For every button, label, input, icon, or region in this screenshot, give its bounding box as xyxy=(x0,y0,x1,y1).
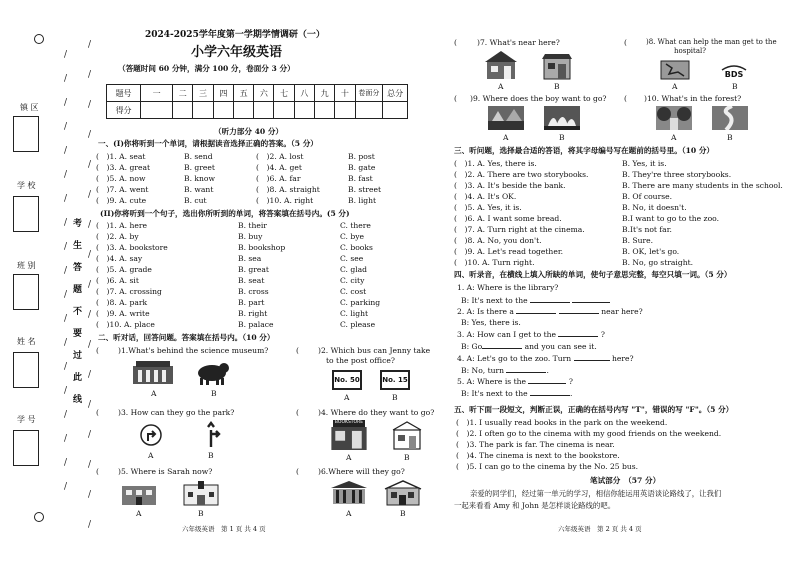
s4-text: B: No, turn xyxy=(461,366,505,375)
q7-option-a-restaurant-picture xyxy=(484,50,518,80)
s3-item-b: B. OK, let's go. xyxy=(622,247,680,256)
s1-item[interactable]: ( )9. A. cute xyxy=(96,196,147,205)
s4-text: . xyxy=(570,389,573,398)
s4-text: ? xyxy=(600,330,605,339)
score-table-score-row xyxy=(107,102,408,119)
warning-char: 生 xyxy=(73,241,83,251)
s1-item[interactable]: ( )7. A. went xyxy=(96,185,149,194)
q2-label-b: B xyxy=(392,393,398,402)
q4-bookstore-sign: BOOKSTORE xyxy=(334,420,364,425)
s3-item-b: B. Yes, it is. xyxy=(622,159,667,168)
binding-box-class[interactable] xyxy=(13,274,39,310)
s2-q10-text: )10. What's in the forest? xyxy=(644,94,742,103)
s3-item-a[interactable]: ( )10. A. Turn right. xyxy=(454,258,535,267)
s5-item[interactable]: ( )2. I often go to the cinema with my good friends on the weekend. xyxy=(456,429,722,438)
s1b-item[interactable]: ( )10. A. place xyxy=(96,320,155,329)
score-header-cell: 一 xyxy=(141,85,173,102)
s4-blank[interactable] xyxy=(558,330,598,337)
s1b-item[interactable]: ( )7. A. crossing xyxy=(96,287,162,296)
score-input-cell[interactable] xyxy=(193,102,213,119)
s1b-item[interactable]: ( )4. A. say xyxy=(96,254,143,263)
score-header-cell: 四 xyxy=(213,85,233,102)
warning-char: 答 xyxy=(73,263,83,273)
s4-blank[interactable] xyxy=(559,307,599,314)
binding-label-town: 镇 区 xyxy=(20,103,39,112)
q2-option-a-sign xyxy=(332,370,362,390)
q3-option-b-fork-arrow-icon xyxy=(198,420,224,448)
s4-text: B: Go xyxy=(461,342,483,351)
s1-item: B. know xyxy=(184,174,215,183)
s4-line xyxy=(457,307,643,316)
s4-line xyxy=(457,354,634,363)
s4-line xyxy=(457,330,605,339)
s1b-item: C. books xyxy=(340,243,373,252)
s2-q8-text: )8. What can help the man get to the xyxy=(646,38,777,46)
warning-char: 过 xyxy=(73,351,83,361)
q4-label-b: B xyxy=(404,453,410,462)
q7-label-b: B xyxy=(554,82,560,91)
s4-text: 3. A: How can I get to the xyxy=(457,330,557,339)
s3-item-b: B. They're three storybooks. xyxy=(622,170,732,179)
intro-line2: 一起来看看 Amy 和 John 是怎样谈论路线的吧。 xyxy=(454,501,616,510)
section1-title: 一、(I)你将听到一个单词，请根据读音选择正确的答案。（5 分） xyxy=(98,139,318,148)
score-table-header-row xyxy=(107,85,408,102)
s1b-item: C. city xyxy=(340,276,365,285)
s4-line xyxy=(457,377,573,386)
s1b-item: C. light xyxy=(340,309,369,318)
q8-option-a-map-picture xyxy=(660,60,690,80)
s4-text: B: It's next to the xyxy=(461,389,528,398)
score-header-cell: 九 xyxy=(315,85,335,102)
s1b-item[interactable]: ( )1. A. here xyxy=(96,221,147,230)
s4-line xyxy=(461,389,572,398)
s1-item[interactable]: ( )5. A. now xyxy=(96,174,146,183)
s4-text: 1. A: Where is the library? xyxy=(457,283,559,292)
s1b-item[interactable]: ( )6. A. sit xyxy=(96,276,139,285)
q9-label-a: A xyxy=(503,133,509,142)
s5-item[interactable]: ( )3. The park is far. The cinema is near. xyxy=(456,440,615,449)
s1b-item: C. bye xyxy=(340,232,365,241)
s2-q7-paren[interactable]: ( xyxy=(454,38,457,47)
s4-line xyxy=(457,284,558,292)
q9-option-b-opera-house-picture xyxy=(544,106,580,130)
s3-item-b: B.It's not far. xyxy=(622,225,672,234)
score-header-cell: 卷面分 xyxy=(355,85,383,102)
s1b-item: B. buy xyxy=(238,232,263,241)
s4-blank[interactable] xyxy=(574,354,610,361)
binding-box-name[interactable] xyxy=(13,352,39,388)
score-input-cell[interactable] xyxy=(254,102,274,119)
score-input-cell[interactable] xyxy=(335,102,355,119)
s1b-item: C. please xyxy=(340,320,376,329)
s4-text: and you can see it. xyxy=(524,342,597,351)
binding-label-number: 学 号 xyxy=(17,415,36,424)
q10-option-b-river-picture xyxy=(712,106,748,130)
q8-label-a: A xyxy=(672,82,678,91)
s1-item[interactable]: ( )1. A. seat xyxy=(96,152,146,161)
score-input-cell[interactable] xyxy=(233,102,253,119)
s3-item-a[interactable]: ( )3. A. It's beside the bank. xyxy=(454,181,566,190)
s1b-item[interactable]: ( )3. A. bookstore xyxy=(96,243,168,252)
s2-q4-text: )4. Where do they want to go? xyxy=(318,408,435,417)
s1b-item: C. see xyxy=(340,254,364,263)
s4-blank[interactable] xyxy=(482,342,522,349)
exam-subtitle: 小学六年级英语 xyxy=(191,45,283,60)
q5-option-a-building-picture xyxy=(120,480,158,506)
s1b-item[interactable]: ( )9. A. write xyxy=(96,309,150,318)
s5-item[interactable]: ( )4. The cinema is next to the bookstore. xyxy=(456,451,620,460)
q3-option-a-turn-right-icon xyxy=(140,424,162,446)
s1b-item: B. great xyxy=(238,265,269,274)
s1-item: B. light xyxy=(348,196,377,205)
q6-option-b-house-picture xyxy=(384,480,422,506)
s4-blank[interactable] xyxy=(516,307,556,314)
s2-q1-text: )1.What's behind the science museum? xyxy=(118,346,269,355)
score-input-cell[interactable] xyxy=(141,102,173,119)
s1-item: B. fast xyxy=(348,174,373,183)
s4-line xyxy=(461,366,549,375)
s2-q2-text2: to the post office? xyxy=(326,356,395,365)
s3-item-a[interactable]: ( )8. A. No, you don't. xyxy=(454,236,542,245)
s1-item[interactable]: ( )4. A. get xyxy=(256,163,302,172)
q2-option-b-sign xyxy=(380,370,410,390)
s1-item: B. greet xyxy=(184,163,215,172)
listening-header: （听力部分 40 分） xyxy=(214,127,284,136)
s4-blank[interactable] xyxy=(530,389,573,398)
s3-item-b: B. There are many students in the school. xyxy=(622,181,783,190)
warning-char: 不 xyxy=(73,307,83,317)
section5-title: 五、听下面一段短文，判断正误，正确的在括号内写 "T"，错误的写 "F"。（5 分） xyxy=(454,405,734,414)
s2-q4-paren[interactable]: ( xyxy=(296,408,299,417)
score-header-cell: 五 xyxy=(233,85,253,102)
score-input-cell[interactable] xyxy=(294,102,314,119)
s3-item-a[interactable]: ( )4. A. It's OK. xyxy=(454,192,517,201)
s4-line xyxy=(461,319,521,327)
s3-item-b: B. Of course. xyxy=(622,192,673,201)
warning-char: 线 xyxy=(73,395,83,405)
s1-item[interactable]: ( )6. A. far xyxy=(256,174,301,183)
s4-text: 4. A: Let's go to the zoo. Turn xyxy=(457,354,572,363)
s3-item-a[interactable]: ( )6. A. I want some bread. xyxy=(454,214,562,223)
s2-q10-paren[interactable]: ( xyxy=(624,94,627,103)
s4-text: 2. A: Is there a xyxy=(457,307,514,316)
score-header-cell: 八 xyxy=(294,85,314,102)
s1b-item[interactable]: ( )2. A. by xyxy=(96,232,139,241)
q10-option-a-forest-picture xyxy=(656,106,692,130)
score-table xyxy=(106,84,408,119)
q1-option-a-picture xyxy=(132,360,174,386)
exam-title: 2024-2025学年度第一学期学情调研（一） xyxy=(145,30,325,40)
score-input-cell[interactable] xyxy=(383,102,408,119)
footer-left: 六年级英语 第 1 页 共 4 页 xyxy=(182,525,266,533)
s4-text: near here? xyxy=(601,307,643,316)
binding-label-class: 班 别 xyxy=(17,261,36,270)
s4-blank[interactable] xyxy=(530,296,570,303)
s4-line xyxy=(461,342,597,351)
binding-box-town[interactable] xyxy=(13,116,39,152)
s1-item: B. cut xyxy=(184,196,207,205)
q8-bds-text: BDS xyxy=(724,70,744,79)
section2-title: 二、听对话，回答问题。答案填在括号内。（10 分） xyxy=(98,333,275,342)
s3-item-b: B. Sure. xyxy=(622,236,654,245)
q4-option-a-bookstore-picture xyxy=(330,420,368,450)
score-header-cell: 题号 xyxy=(107,85,141,102)
q2-sign-a-text: No. 50 xyxy=(334,375,360,384)
score-input-cell[interactable] xyxy=(173,102,193,119)
s2-q9-paren[interactable]: ( xyxy=(454,94,457,103)
s2-q3-text: )3. How can they go the park? xyxy=(118,408,235,417)
s3-item-a[interactable]: ( )5. A. Yes, it is. xyxy=(454,203,522,212)
binding-label-school: 学 校 xyxy=(17,181,36,190)
section1b-title: (II)你将听到一个句子，选出你所听到的单词，将答案填在括号内。(5 分) xyxy=(100,209,350,218)
s4-blank[interactable] xyxy=(506,366,549,375)
q7-label-a: A xyxy=(498,82,504,91)
s2-q6-paren[interactable]: ( xyxy=(296,467,299,476)
score-header-cell: 七 xyxy=(274,85,294,102)
score-input-cell[interactable] xyxy=(213,102,233,119)
q2-label-a: A xyxy=(344,393,350,402)
warning-char: 要 xyxy=(73,329,83,339)
s2-q3-paren[interactable]: ( xyxy=(96,408,99,417)
q5-label-b: B xyxy=(198,509,204,518)
binding-box-school[interactable] xyxy=(13,196,39,232)
s2-q5-text: )5. Where is Sarah now? xyxy=(118,467,213,476)
q10-label-a: A xyxy=(671,133,677,142)
q4-option-b-shop-picture xyxy=(392,420,422,450)
s1b-item: C. glad xyxy=(340,265,368,274)
q1-label-a: A xyxy=(151,389,157,398)
exam-info: （答题时间 60 分钟，满分 100 分，卷面分 3 分） xyxy=(118,64,295,73)
s1b-item[interactable]: ( )8. A. park xyxy=(96,298,148,307)
s4-line xyxy=(461,296,610,305)
q8-option-b-bds-sign xyxy=(718,64,750,80)
score-header-cell: 十 xyxy=(335,85,355,102)
score-header-cell: 六 xyxy=(254,85,274,102)
punch-hole-bottom xyxy=(34,512,44,522)
q4-label-a: A xyxy=(346,453,352,462)
score-input-cell[interactable] xyxy=(355,102,383,119)
s2-q9-text: )9. Where does the boy want to go? xyxy=(470,94,607,103)
s4-blank[interactable] xyxy=(528,377,566,384)
q5-label-a: A xyxy=(136,509,142,518)
s3-item-b: B.I want to go to the zoo. xyxy=(622,214,719,223)
q7-option-b-shop-picture xyxy=(542,50,572,80)
s3-item-b: B. No, go straight. xyxy=(622,258,694,267)
s1b-item: B. part xyxy=(238,298,265,307)
s1b-item: B. cross xyxy=(238,287,269,296)
s1-item[interactable]: ( )10. A. right xyxy=(256,196,314,205)
written-part-header: 笔试部分 （57 分） xyxy=(590,476,661,485)
section3-title: 三、听问题，选择最合适的答语，将其字母编号写在题前的括号里。（10 分） xyxy=(454,146,715,155)
q3-label-a: A xyxy=(148,451,154,460)
s4-text: 5. A: Where is the xyxy=(457,377,527,386)
q1-option-b-picture xyxy=(192,360,234,386)
s1b-item: B. sea xyxy=(238,254,262,263)
q5-option-b-hospital-picture xyxy=(182,480,220,506)
s2-q2-paren[interactable]: ( xyxy=(296,346,299,355)
s4-text: here? xyxy=(612,354,634,363)
warning-char: 考 xyxy=(73,219,83,229)
s1-item[interactable]: ( )2. A. lost xyxy=(256,152,304,161)
s5-item[interactable]: ( )1. I usually read books in the park on the weekend. xyxy=(456,418,668,427)
s1b-item: B. their xyxy=(238,221,267,230)
s1-item: B. street xyxy=(348,185,382,194)
score-row-label: 得分 xyxy=(107,102,141,119)
q3-label-b: B xyxy=(208,451,214,460)
q9-option-a-city-picture xyxy=(488,106,524,130)
section4-title: 四、听录音，在横线上填入所缺的单词，使句子意思完整，每空只填一词。（5 分） xyxy=(454,270,732,279)
s2-q8-text2: hospital? xyxy=(674,47,707,55)
s2-q7-text: )7. What's near here? xyxy=(477,38,560,47)
binding-label-name: 姓 名 xyxy=(17,337,36,346)
warning-char: 题 xyxy=(73,285,83,295)
s4-text: B: Yes, there is. xyxy=(461,318,521,327)
s1-item: B. send xyxy=(184,152,213,161)
s3-item-a[interactable]: ( )7. A. Turn right at the cinema. xyxy=(454,225,585,234)
score-header-cell: 三 xyxy=(193,85,213,102)
s1b-item: C. parking xyxy=(340,298,381,307)
q2-sign-b-text: No. 15 xyxy=(382,375,408,384)
s3-item-a[interactable]: ( )9. A. Let's read together. xyxy=(454,247,564,256)
warning-char: 此 xyxy=(73,373,83,383)
q6-label-b: B xyxy=(400,509,406,518)
intro-line1: 亲爱的同学们，经过第一单元的学习，相信你能运用英语谈论路线了，让我们 xyxy=(470,489,722,498)
s3-item-b: B. No, it doesn't. xyxy=(622,203,687,212)
s4-text: . xyxy=(546,366,549,375)
s1-item: B. gate xyxy=(348,163,376,172)
score-input-cell[interactable] xyxy=(315,102,335,119)
q6-option-a-museum-picture xyxy=(330,480,368,506)
s2-q2-text: )2. Which bus can Jenny take xyxy=(318,346,431,355)
s2-q5-paren[interactable]: ( xyxy=(96,467,99,476)
s3-item-a[interactable]: ( )2. A. There are two storybooks. xyxy=(454,170,589,179)
s2-q6-text: )6.Where will they go? xyxy=(318,467,405,476)
footer-right: 六年级英语 第 2 页 共 4 页 xyxy=(558,525,642,533)
s2-q1-paren[interactable]: ( xyxy=(96,346,99,355)
s1b-item: B. right xyxy=(238,309,268,318)
q8-label-b: B xyxy=(732,82,738,91)
score-header-cell: 二 xyxy=(173,85,193,102)
s4-blank[interactable] xyxy=(572,296,610,303)
s1b-item: B. bookshop xyxy=(238,243,286,252)
s2-q8-paren[interactable]: ( xyxy=(624,38,627,47)
s1-item[interactable]: ( )3. A. great xyxy=(96,163,151,172)
s4-text: B: It's next to the xyxy=(461,296,528,305)
s1b-item[interactable]: ( )5. A. grade xyxy=(96,265,152,274)
binding-box-number[interactable] xyxy=(13,430,39,466)
s5-item[interactable]: ( )5. I can go to the cinema by the No. 25 bus. xyxy=(456,462,639,471)
s1b-item: C. cost xyxy=(340,287,367,296)
s1b-item: B. palace xyxy=(238,320,274,329)
s1-item: B. want xyxy=(184,185,214,194)
s4-text: ? xyxy=(568,377,573,386)
punch-hole-top xyxy=(34,34,44,44)
q6-label-a: A xyxy=(346,509,352,518)
s1b-item: B. seat xyxy=(238,276,265,285)
q1-label-b: B xyxy=(211,389,217,398)
s1b-item: C. there xyxy=(340,221,371,230)
score-header-cell: 总分 xyxy=(383,85,408,102)
s3-item-a[interactable]: ( )1. A. Yes, there is. xyxy=(454,159,537,168)
s1-item[interactable]: ( )8. A. straight xyxy=(256,185,320,194)
q10-label-b: B xyxy=(727,133,733,142)
s1-item: B. post xyxy=(348,152,375,161)
q9-label-b: B xyxy=(559,133,565,142)
score-input-cell[interactable] xyxy=(274,102,294,119)
